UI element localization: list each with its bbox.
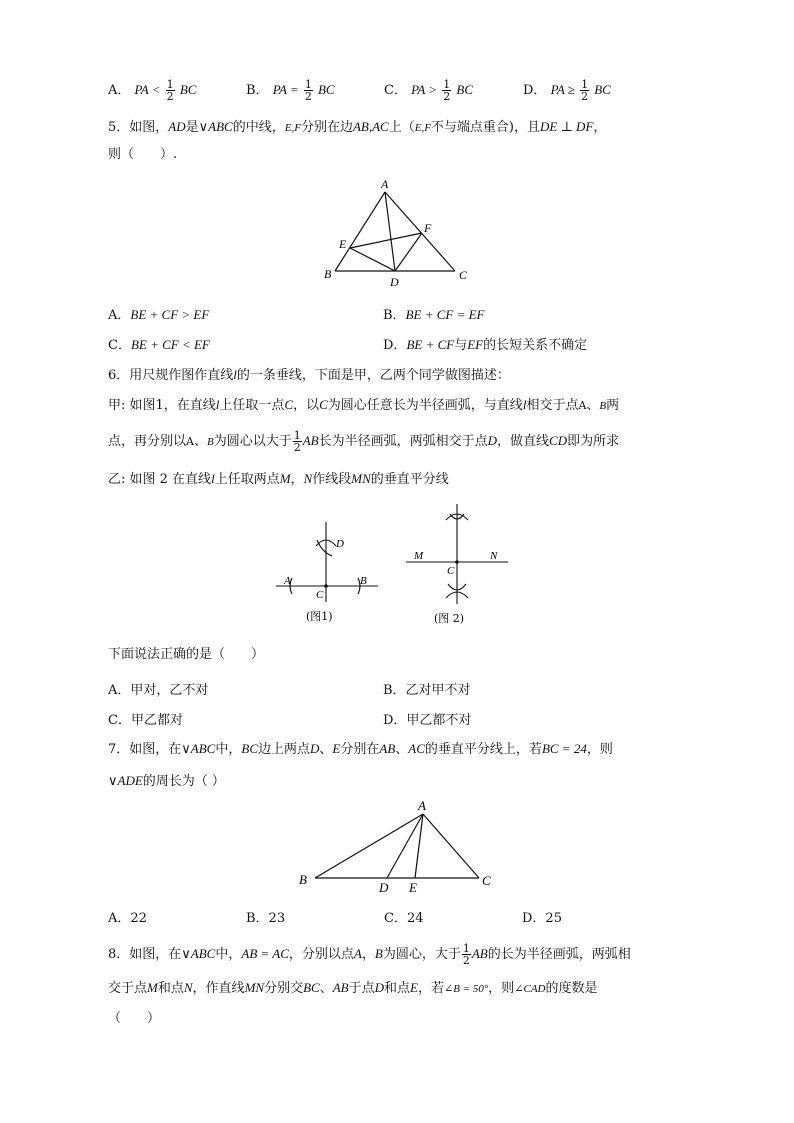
q5-segment-AB <box>335 192 385 271</box>
q7-label-D: D <box>379 880 389 895</box>
q5-option-d[interactable]: D．BE + CF与EF的长短关系不确定 <box>383 337 588 353</box>
q6-fig1-label-A: A <box>284 575 291 587</box>
q6-fig2-point-C <box>455 560 459 564</box>
q4-option-a[interactable]: A． PA < $\frac{1}{2}$ BC <box>108 78 197 103</box>
q5-option-b[interactable]: B．BE + CF = EF <box>383 307 485 323</box>
q6-fig1-label-D: D <box>336 538 344 550</box>
q6-option-c[interactable]: C．甲乙都对 <box>108 713 183 728</box>
q6-fig1-label-B: B <box>360 575 367 587</box>
fraction-one-half: $\frac{1}{2}$ <box>166 78 174 103</box>
q7-stem-line1: 7．如图，在∨ABC中，BC边上两点D、E分别在AB、AC的垂直平分线上，若BC = 24，则 <box>108 741 613 757</box>
fraction-one-half: $\frac{1}{2}$ <box>581 78 589 103</box>
q7-label-C: C <box>482 873 491 888</box>
q8-answer-blank: （ ） <box>108 1011 161 1026</box>
q7-segment-AD <box>387 814 423 878</box>
q5-stem-line2: 则（ ）. <box>108 147 178 162</box>
q5-label-E: E <box>339 237 347 251</box>
fraction-one-half: $\frac{1}{2}$ <box>462 942 470 967</box>
q7-label-E: E <box>409 880 417 895</box>
fraction-one-half: $\frac{1}{2}$ <box>293 429 301 454</box>
q7-segment-AE <box>415 814 423 878</box>
q7-segment-AC <box>423 814 479 878</box>
q8-stem-line1: 8．如图，在∨ABC中，AB = AC，分别以点A，B为圆心，大于 $\frac{1}{2}$ AB的长为半径画弧，两弧相 <box>108 942 631 967</box>
q6-fig1-caption: (图1) <box>306 610 333 623</box>
q8-stem-line2: 交于点M和点N，作直线MN分别交BC、AB于点D和点E，若∠B = 50°，则∠CAD的度数是 <box>108 980 598 996</box>
q5-segment-DE <box>350 248 395 271</box>
q6-stem-line1: 6．用尺规作图作直线l的一条垂线，下面是甲，乙两个同学做图描述： <box>108 367 510 383</box>
q6-figure-1 <box>270 512 382 630</box>
q6-fig2-caption: (图 2) <box>434 612 465 625</box>
q7-option-c[interactable]: C．24 <box>384 911 424 926</box>
q7-label-A: A <box>418 798 426 813</box>
q5-label-D: D <box>390 275 399 289</box>
fraction-one-half: $\frac{1}{2}$ <box>304 78 312 103</box>
q7-option-d[interactable]: D．25 <box>522 911 562 926</box>
q5-label-C: C <box>459 268 468 282</box>
q6-option-b[interactable]: B．乙对甲不对 <box>383 683 471 698</box>
q6-fig2-label-C: C <box>447 565 455 577</box>
q4-option-d[interactable]: D． PA ≥ $\frac{1}{2}$ BC <box>523 78 611 103</box>
q6-fig2-label-M: M <box>414 550 424 562</box>
q6-prompt: 下面说法正确的是（ ） <box>108 647 265 662</box>
q6-jia-line1: 甲: 如图1，在直线l上任取一点C，以C为圆心任意长为半径画弧，与直线l相交于点A、B两 <box>108 397 620 413</box>
q5-stem-line1: 5．如图，AD是∨ABC的中线，E,F分别在边AB,AC上（E,F不与端点重合)，且DE ⊥ DF， <box>108 119 607 135</box>
q6-jia-line2: 点，再分别以A、B为圆心以大于 $\frac{1}{2}$ AB长为半径画弧，两弧相交于点D，做直线CD即为所求 <box>108 429 620 454</box>
q5-segment-DF <box>395 233 422 271</box>
q7-stem-line2: ∨ADE的周长为（ ） <box>108 773 225 789</box>
q5-triangle-figure <box>320 174 480 290</box>
q6-option-d[interactable]: D．甲乙都不对 <box>383 713 472 728</box>
q6-fig2-label-N: N <box>490 550 498 562</box>
q6-fig1-point-C <box>324 584 328 588</box>
q5-label-B: B <box>324 267 332 281</box>
q4-option-b[interactable]: B． PA = $\frac{1}{2}$ BC <box>246 78 335 103</box>
q6-yi-line: 乙: 如图 2 在直线l上任取两点M，N作线段MN的垂直平分线 <box>108 471 449 487</box>
q5-label-A: A <box>381 177 389 191</box>
q7-triangle-figure <box>295 796 500 898</box>
fraction-one-half: $\frac{1}{2}$ <box>443 78 451 103</box>
q7-label-B: B <box>299 872 307 887</box>
q4-option-c[interactable]: C． PA > $\frac{1}{2}$ BC <box>384 78 473 103</box>
q5-option-c[interactable]: C．BE + CF < EF <box>108 337 210 353</box>
q5-option-a[interactable]: A．BE + CF > EF <box>108 307 210 323</box>
q5-segment-EF <box>350 233 422 248</box>
q6-figure-2 <box>400 500 516 632</box>
q7-segment-AB <box>315 814 423 878</box>
q5-segment-AC <box>385 192 455 271</box>
q5-segment-AD <box>385 192 395 271</box>
q7-option-b[interactable]: B．23 <box>246 911 286 926</box>
q7-option-a[interactable]: A．22 <box>108 911 147 926</box>
q6-fig1-label-C: C <box>316 589 324 601</box>
q6-option-a[interactable]: A．甲对，乙不对 <box>108 683 209 698</box>
q5-label-F: F <box>424 221 432 235</box>
